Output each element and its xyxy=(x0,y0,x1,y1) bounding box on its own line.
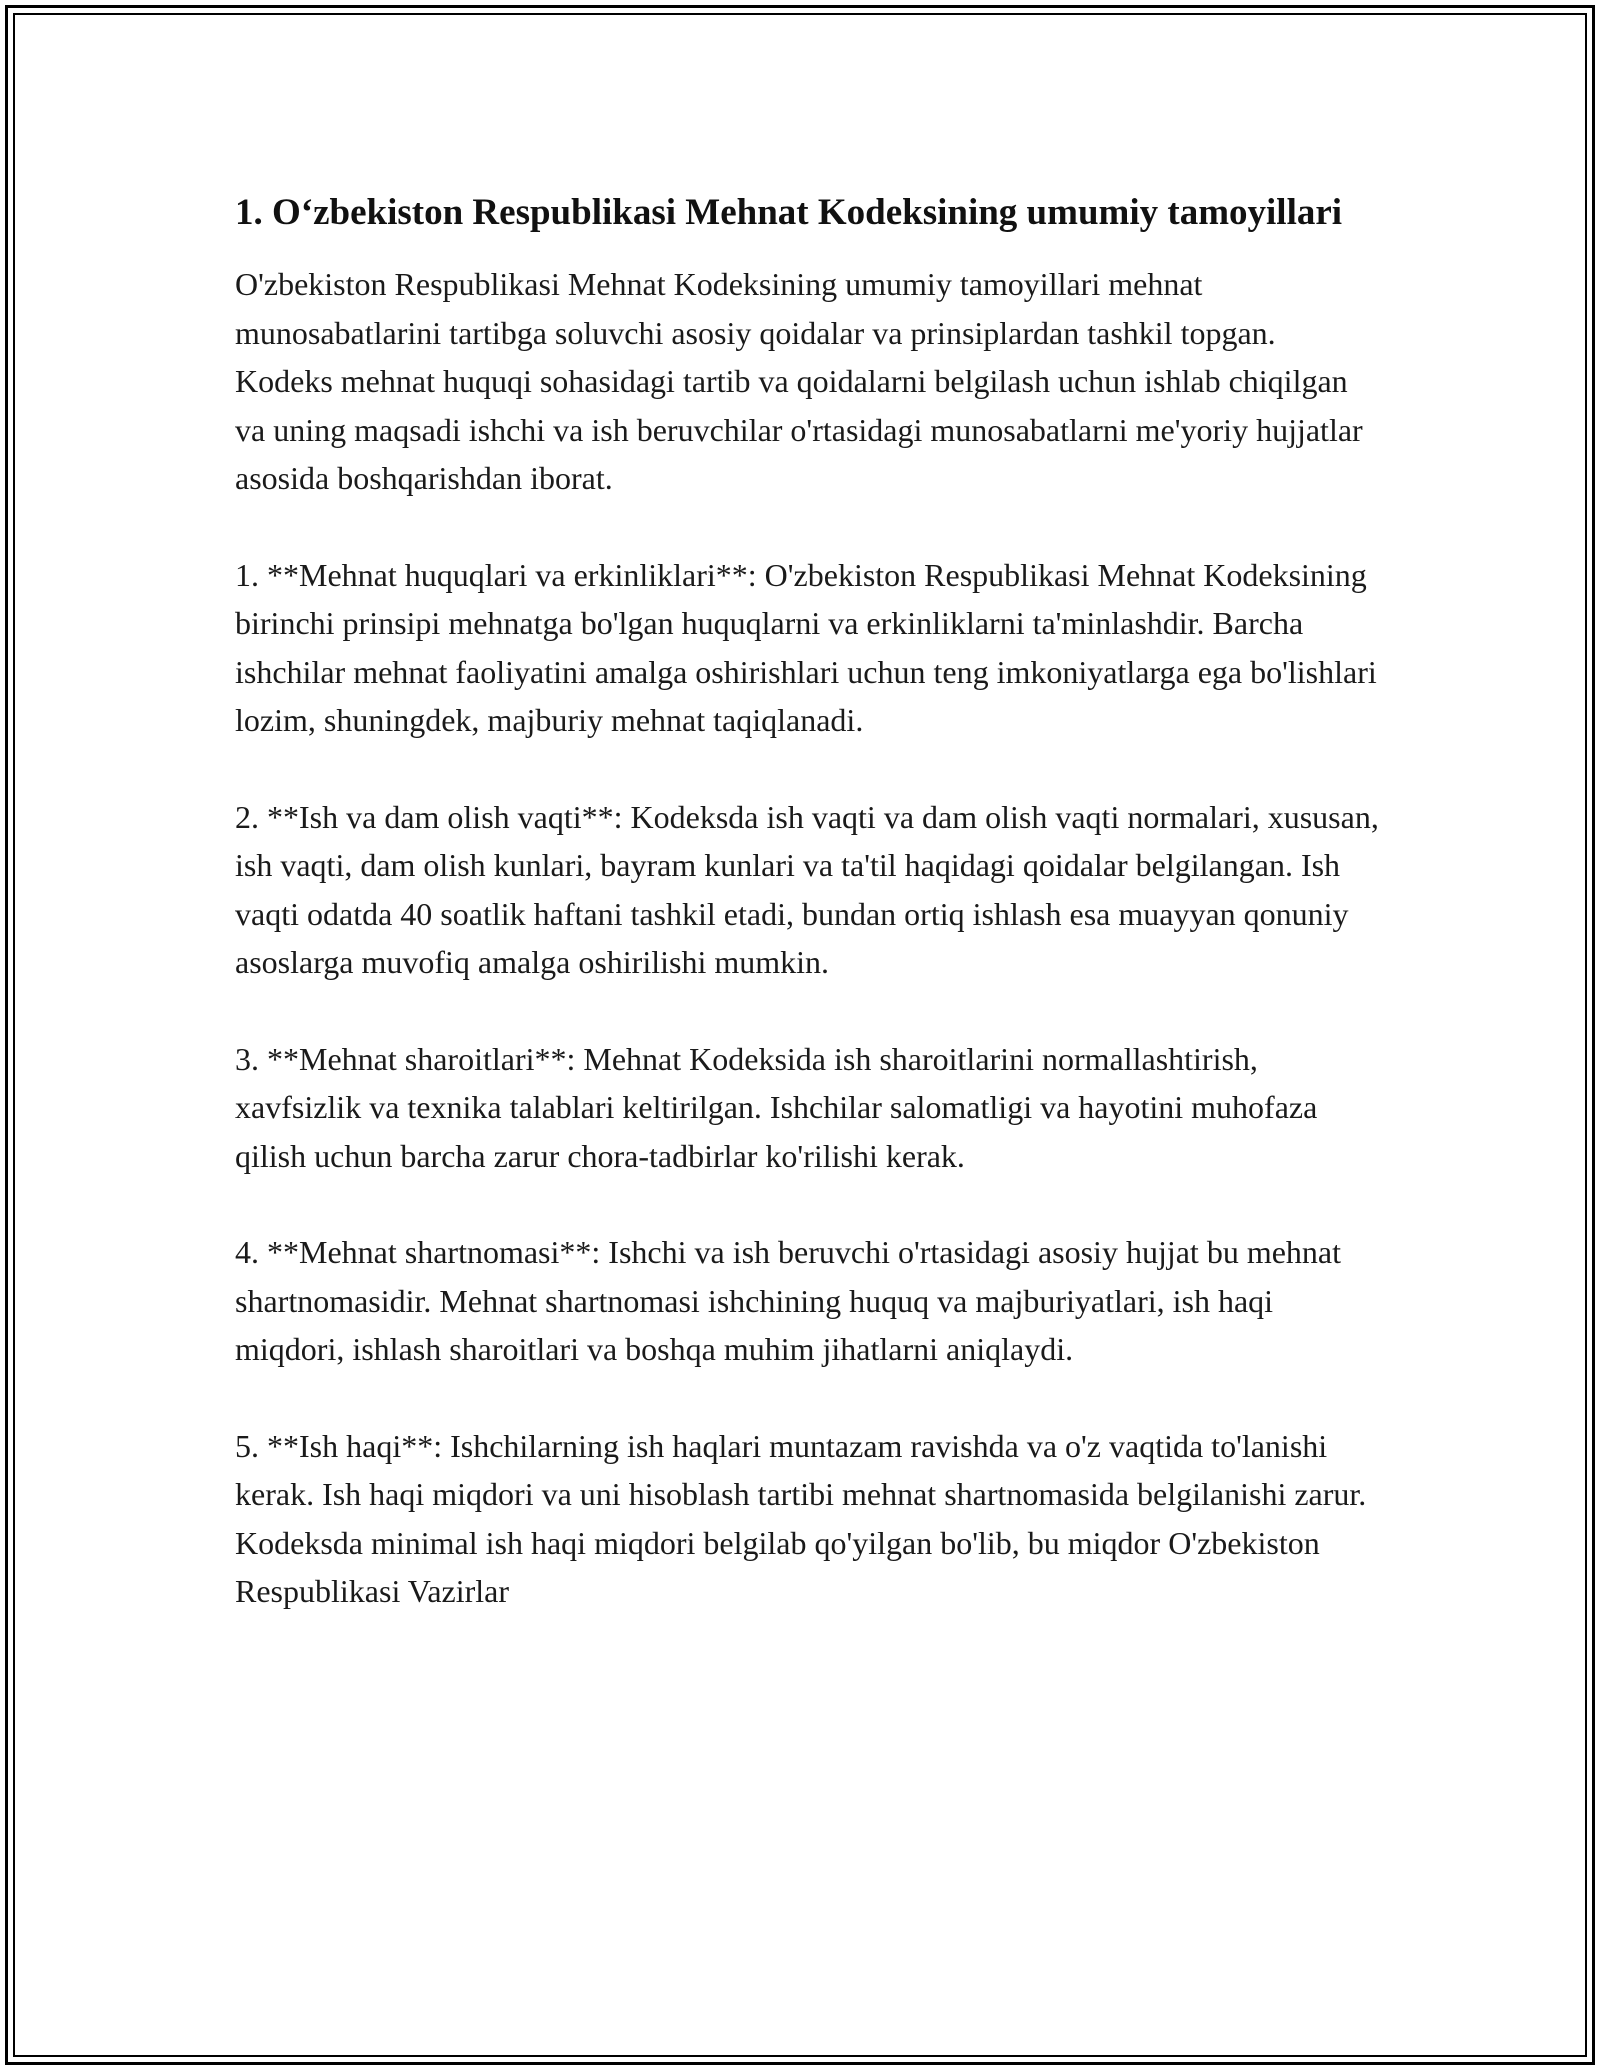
section-heading: 1. O‘zbekiston Respublikasi Mehnat Kodeksining umumiy tamoyillari xyxy=(235,192,1343,233)
principle-paragraph-3: 3. **Mehnat sharoitlari**: Mehnat Kodeksida ish sharoitlarini normallashtirish, xavfsizlik va texnika talablari keltirilgan. Ishchilar salomatligi va hayotini muhofaza qilish uchun barcha zarur chora-tadbirlar ko'rilishi kerak. xyxy=(235,1040,1318,1174)
document-body xyxy=(235,186,1380,1664)
principle-paragraph-5: 5. **Ish haqi**: Ishchilarning ish haqlari muntazam ravishda va o'z vaqtida to'lanishi kerak. Ish haqi miqdori va uni hisoblash tartibi mehnat shartnomasida belgilanishi zarur. Kodeksda minimal ish haqi miqdori belgilab qo'yilgan bo'lib, bu miqdor O'zbekiston Respublikasi Vazirlar xyxy=(235,1427,1367,1609)
intro-paragraph: O'zbekiston Respublikasi Mehnat Kodeksining umumiy tamoyillari mehnat munosabatlarini tartibga soluvchi asosiy qoidalar va prinsiplardan tashkil topgan. Kodeks mehnat huquqi sohasidagi tartib va qoidalarni belgilash uchun ishlab chiqilgan va uning maqsadi ishchi va ish beruvchilar o'rtasidagi munosabatlarni me'yoriy hujjatlar asosida boshqarishdan iborat. xyxy=(235,266,1363,496)
principle-paragraph-1: 1. **Mehnat huquqlari va erkinliklari**: O'zbekiston Respublikasi Mehnat Kodeksining birinchi prinsipi mehnatga bo'lgan huquqlarni va erkinliklarni ta'minlashdir. Barcha ishchilar mehnat faoliyatini amalga oshirishlari uchun teng imkoniyatlarga ega bo'lishlari lozim, shuningdek, majburiy mehnat taqiqlanadi. xyxy=(235,556,1377,738)
principle-paragraph-4: 4. **Mehnat shartnomasi**: Ishchi va ish beruvchi o'rtasidagi asosiy hujjat bu mehnat shartnomasidir. Mehnat shartnomasi ishchining huquq va majburiyatlari, ish haqi miqdori, ishlash sharoitlari va boshqa muhim jihatlarni aniqlaydi. xyxy=(235,1234,1341,1367)
principle-paragraph-2: 2. **Ish va dam olish vaqti**: Kodeksda ish vaqti va dam olish vaqti normalari, xususan, ish vaqti, dam olish kunlari, bayram kunlari va ta'til haqidagi qoidalar belgilangan. Ish vaqti odatda 40 soatlik haftani tashkil etadi, bundan ortiq ishlash esa muayyan qonuniy asoslarga muvofiq amalga oshirilishi mumkin. xyxy=(235,798,1379,980)
